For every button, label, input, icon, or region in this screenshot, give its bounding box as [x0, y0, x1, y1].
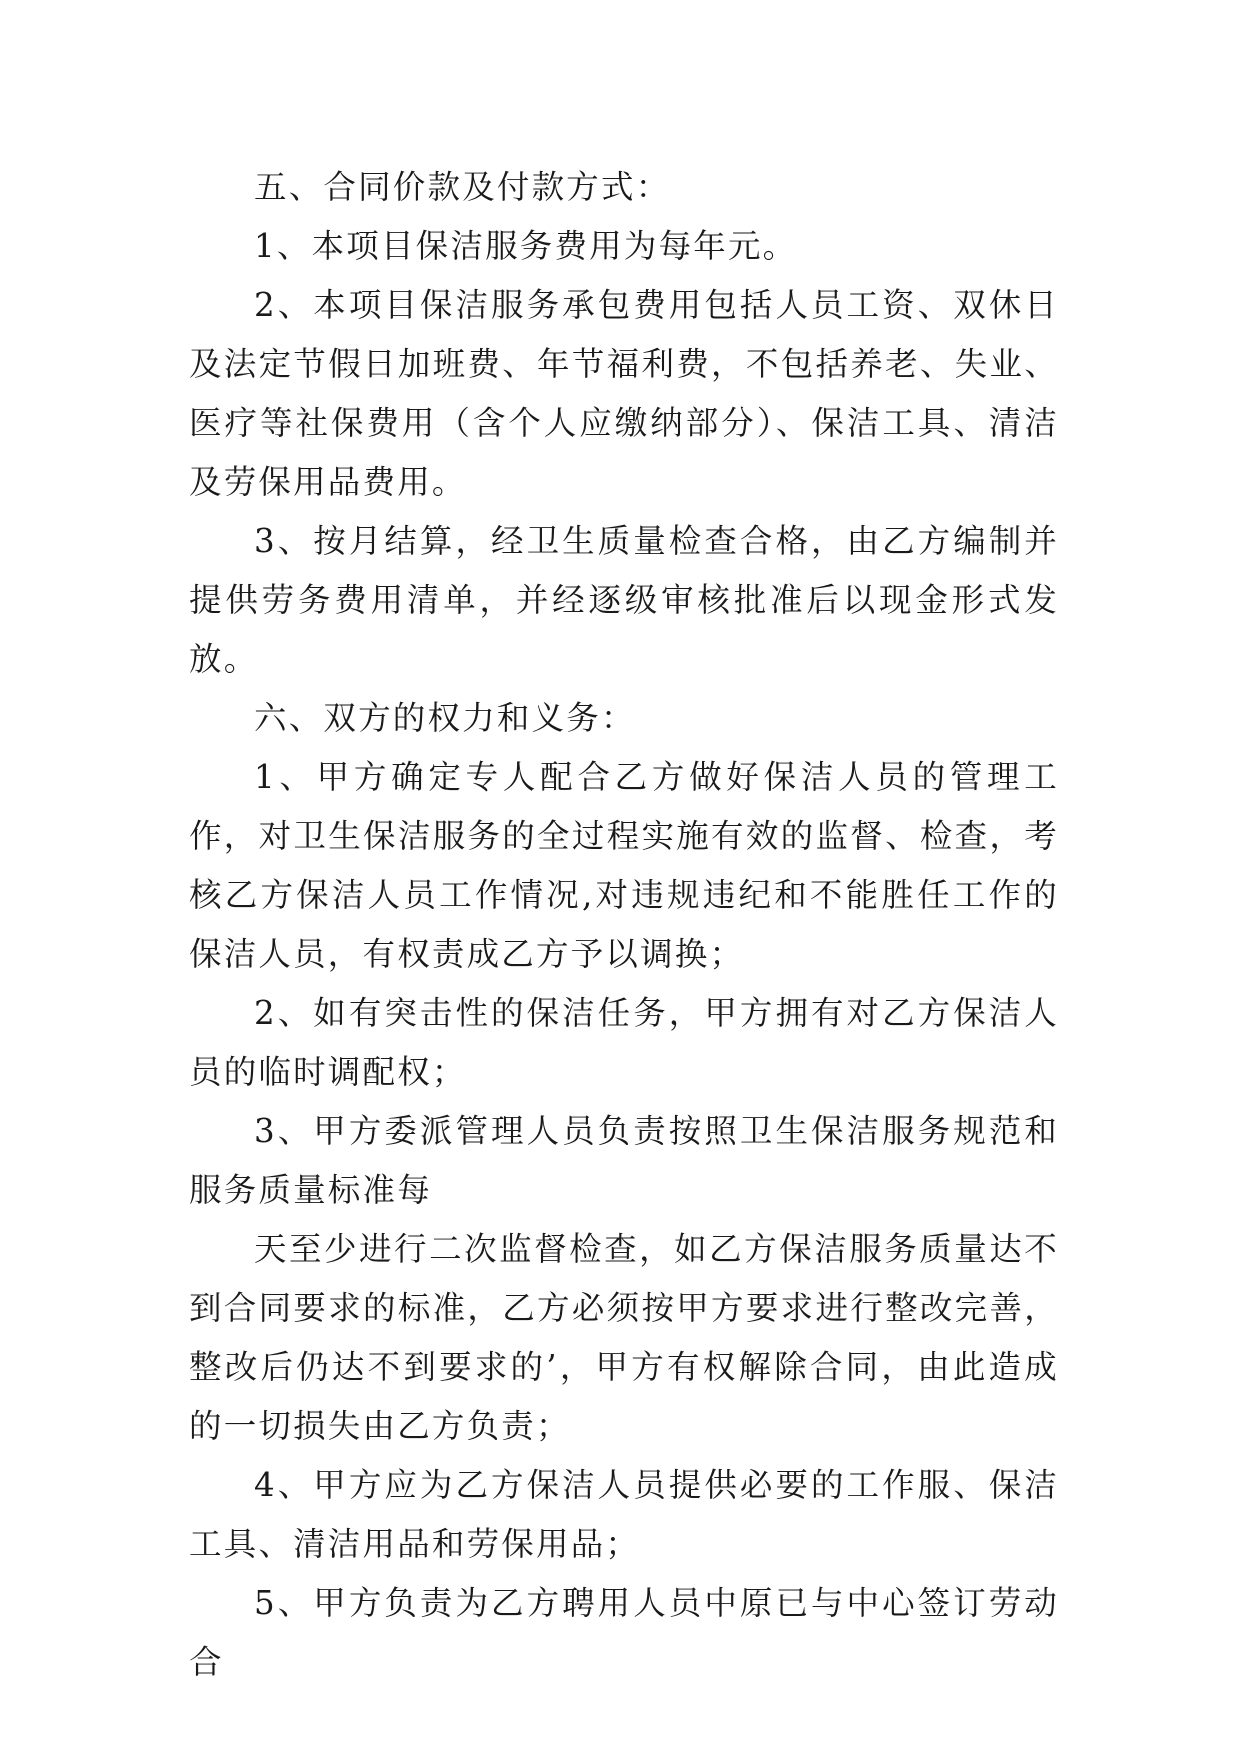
paragraph: 3、按月结算，经卫生质量检查合格，由乙方编制并提供劳务费用清单，并经逐级审核批准后以现金形式发放。	[189, 522, 1059, 678]
section-heading-5: 五、合同价款及付款方式：	[254, 168, 671, 206]
paragraph: 2、如有突击性的保洁任务，甲方拥有对乙方保洁人员的临时调配权；	[189, 994, 1059, 1091]
paragraph: 2、本项目保洁服务承包费用包括人员工资、双休日及法定节假日加班费、年节福利费，不包括养老、失业、医疗等社保费用（含个人应缴纳部分）、保洁工具、清洁及劳保用品费用。	[189, 286, 1059, 501]
paragraph: 4、甲方应为乙方保洁人员提供必要的工作服、保洁工具、清洁用品和劳保用品；	[189, 1466, 1059, 1563]
paragraph: 5、甲方负责为乙方聘用人员中原已与中心签订劳动合	[189, 1584, 1059, 1681]
document-body	[189, 158, 1059, 1692]
paragraph: 天至少进行二次监督检查，如乙方保洁服务质量达不到合同要求的标准，乙方必须按甲方要求进行整改完善，整改后仍达不到要求的’，甲方有权解除合同，由此造成的一切损失由乙方负责；	[189, 1230, 1059, 1445]
paragraph: 1、甲方确定专人配合乙方做好保洁人员的管理工作，对卫生保洁服务的全过程实施有效的监督、检查，考核乙方保洁人员工作情况,对违规违纪和不能胜任工作的保洁人员，有权责成乙方予以调换；	[189, 758, 1059, 973]
paragraph: 1、本项目保洁服务费用为每年元。	[254, 227, 798, 265]
paragraph: 3、甲方委派管理人员负责按照卫生保洁服务规范和服务质量标准每	[189, 1112, 1059, 1209]
section-heading-6: 六、双方的权力和义务：	[254, 699, 636, 737]
